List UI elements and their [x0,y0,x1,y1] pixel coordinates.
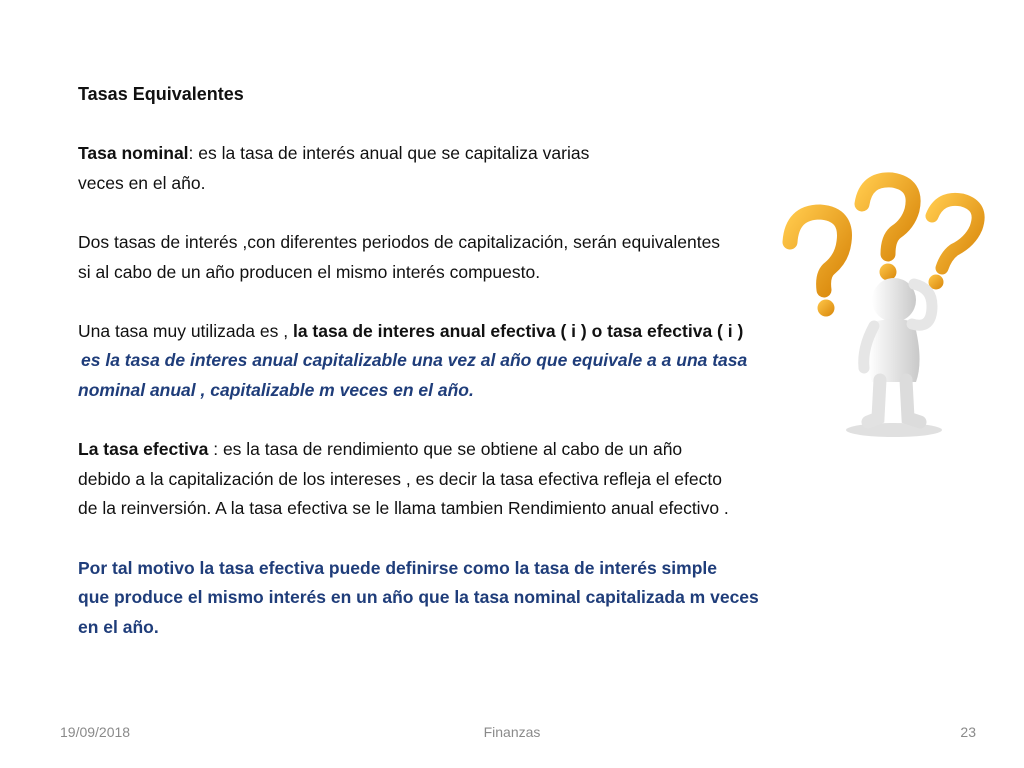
effective-def-line-1 [78,435,778,465]
effective-intro-line-2: es la tasa de interes anual capitalizable una vez al año que equivale a a una tasa [81,350,748,371]
question-mark-right-icon [929,199,979,289]
effective-intro-paragraph [78,317,778,406]
thinking-person-icon [846,278,942,437]
effective-intro-line-1 [78,317,778,347]
nominal-definition: : es la tasa de interés anual que se capitaliza varias [188,143,590,164]
conclusion-line-2: que produce el mismo interés en un año que la tasa nominal capitalizada m veces [78,587,759,608]
footer-title: Finanzas [483,724,541,740]
conclusion-line-1: Por tal motivo la tasa efectiva puede definirse como la tasa de interés simple [78,557,717,578]
effective-intro-bold: la tasa de interes anual efectiva ( i ) o tasa efectiva ( i ) [292,320,744,341]
thinking-person-question-marks-icon [782,172,992,440]
conclusion-line-3: en el año. [78,616,159,637]
nominal-line-2: veces en el año. [78,172,206,193]
effective-def-line-3: de la reinversión. A la tasa efectiva se le llama tambien Rendimiento anual efectivo . [78,498,729,519]
conclusion-paragraph [78,554,778,643]
footer-date: 19/09/2018 [60,724,131,740]
effective-def-rest: : es la tasa de rendimiento que se obtiene al cabo de un año [208,439,683,460]
slide-body [78,80,778,642]
question-mark-left-icon [790,212,845,317]
effective-term: La tasa efectiva [78,439,209,460]
equivalence-line-2: si al cabo de un año producen el mismo interés compuesto. [78,261,541,282]
effective-intro-line-3: nominal anual , capitalizable m veces en el año. [78,379,474,400]
nominal-line-1 [78,139,778,169]
effective-def-line-2: debido a la capitalización de los intereses , es decir la tasa efectiva refleja el efecto [78,468,722,489]
equivalence-line-1: Dos tasas de interés ,con diferentes periodos de capitalización, serán equivalentes [78,231,721,252]
effective-definition-paragraph [78,435,778,524]
nominal-rate-paragraph [78,139,778,198]
effective-intro-prefix: Una tasa muy utilizada es , [78,320,293,341]
nominal-term: Tasa nominal [78,143,189,164]
question-mark-center-icon [862,180,913,281]
footer-page-number: 23 [960,724,976,740]
equivalence-paragraph [78,228,778,287]
slide-title: Tasas Equivalentes [78,84,244,104]
